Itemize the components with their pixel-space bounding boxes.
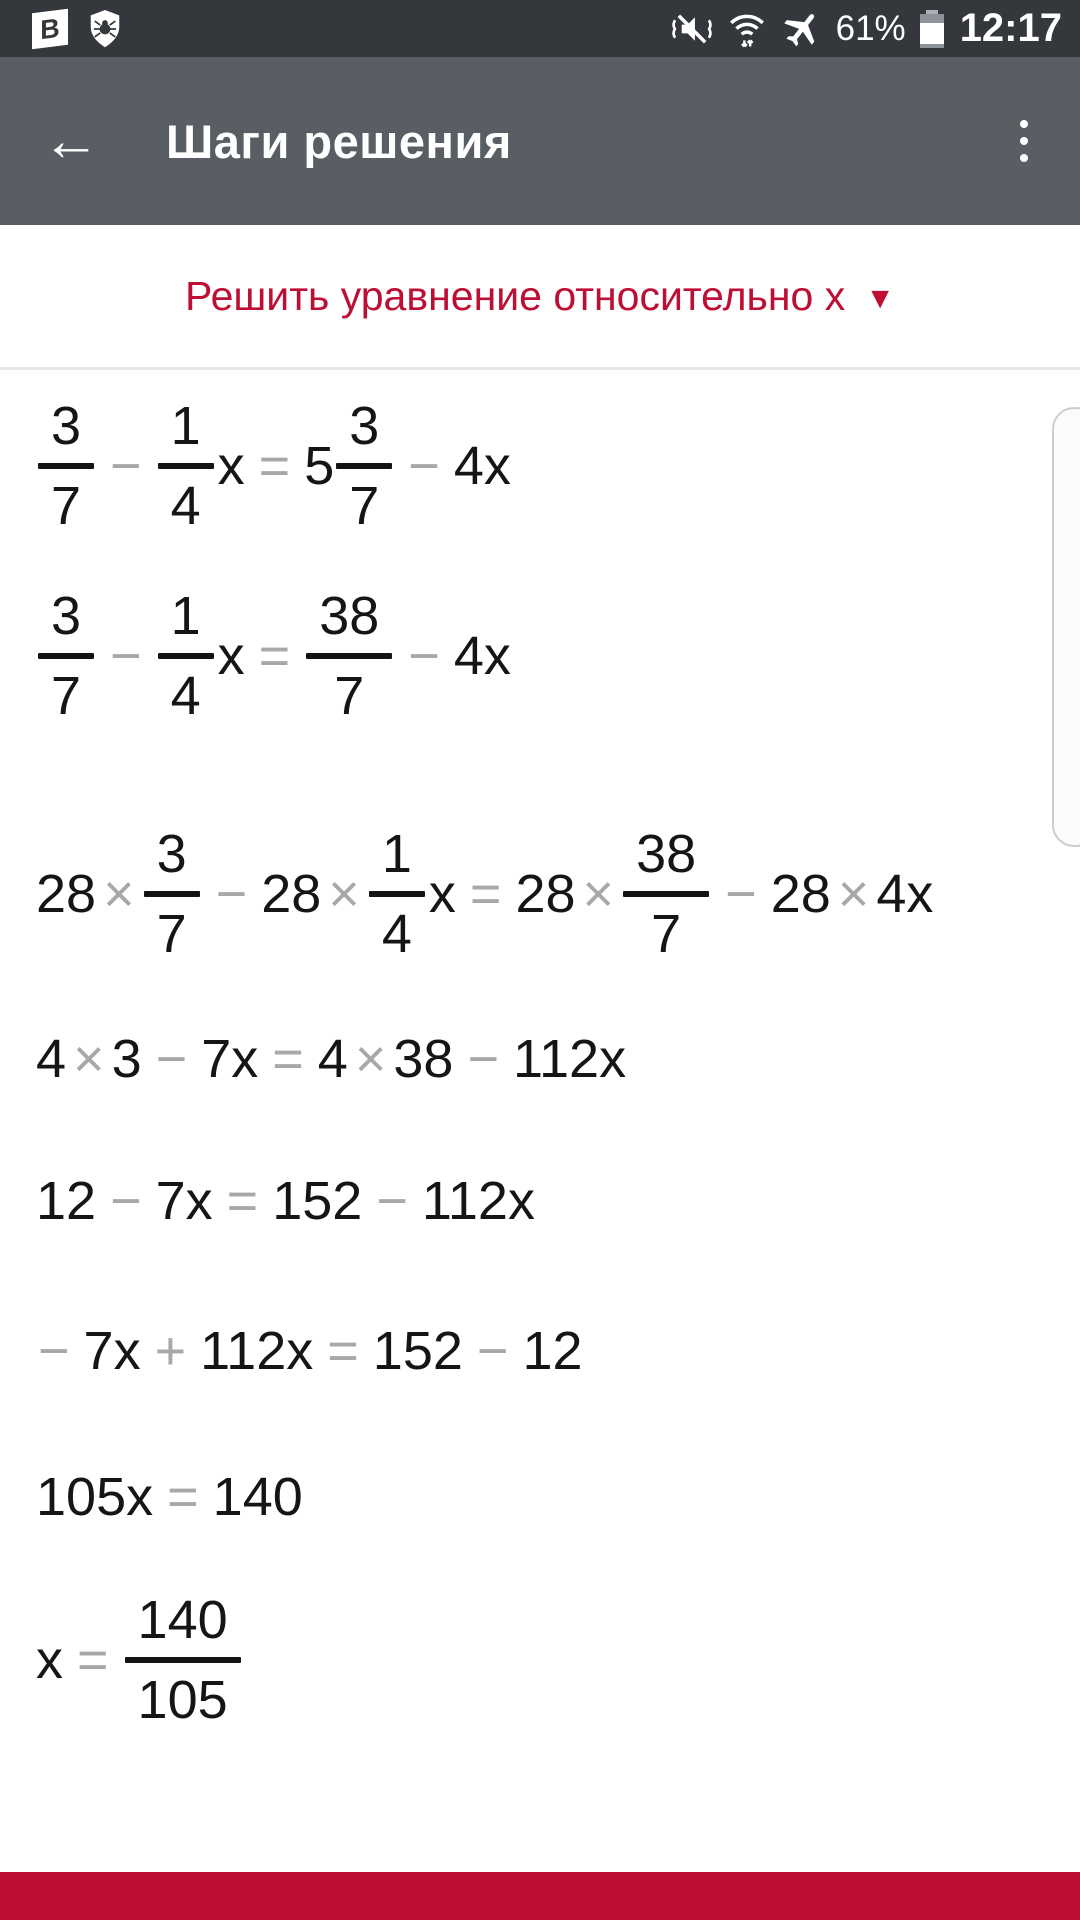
fraction-denominator: 4 <box>381 904 412 964</box>
fraction-denominator: 7 <box>349 476 380 536</box>
math-term: 3 <box>111 1029 142 1089</box>
footer-bar <box>0 1872 1080 1920</box>
math-term: x <box>36 1630 63 1690</box>
math-operator: = <box>258 436 291 496</box>
fraction <box>158 394 214 538</box>
solution-step-2 <box>36 584 1080 728</box>
overflow-menu-button[interactable] <box>1010 110 1038 172</box>
fraction-denominator: 7 <box>51 666 82 726</box>
fraction-denominator: 4 <box>170 476 201 536</box>
fraction-numerator: 3 <box>51 586 82 646</box>
fraction-numerator: 3 <box>156 824 187 884</box>
fraction-bar <box>306 653 392 659</box>
fraction <box>144 822 200 966</box>
fraction <box>369 822 425 966</box>
math-operator: = <box>469 864 502 924</box>
solution-step-7 <box>36 1466 1080 1528</box>
status-bar <box>0 0 1080 57</box>
math-operator: − <box>725 864 757 924</box>
math-term: 7x <box>83 1321 141 1381</box>
solution-step-6 <box>36 1320 1080 1382</box>
solution-step-1 <box>36 394 1080 538</box>
math-term: 140 <box>212 1467 303 1527</box>
fraction-numerator: 1 <box>170 396 201 456</box>
status-time: 12:17 <box>959 6 1062 50</box>
math-term: 5 <box>304 436 335 496</box>
fraction-numerator: 1 <box>381 824 412 884</box>
drweb-shield-icon <box>86 8 124 50</box>
wifi-icon <box>726 8 768 50</box>
math-operator: = <box>167 1467 199 1527</box>
app-bar <box>0 57 1080 225</box>
math-operator: = <box>258 626 291 686</box>
solution-step-4 <box>36 1028 1080 1090</box>
math-operator: − <box>476 1321 509 1381</box>
math-term: 4 <box>36 1029 67 1089</box>
status-right-icons <box>670 6 1062 51</box>
b-badge-icon: B <box>32 8 68 48</box>
math-term: 28 <box>36 864 97 924</box>
math-operator: − <box>155 1029 188 1089</box>
math-term: 112x <box>200 1321 314 1381</box>
math-operator: × <box>73 1029 105 1089</box>
math-term: 7x <box>201 1029 259 1089</box>
airplane-mode-icon <box>780 7 824 51</box>
math-operator: × <box>328 864 360 924</box>
fraction-denominator: 7 <box>51 476 82 536</box>
battery-percent: 61% <box>835 8 906 48</box>
fraction-denominator: 4 <box>170 666 201 726</box>
math-operator: − <box>376 1171 408 1231</box>
fraction-numerator: 38 <box>636 824 697 884</box>
fraction-bar <box>38 463 94 469</box>
math-term: x <box>217 436 245 496</box>
math-operator: × <box>354 1029 387 1089</box>
math-operator: − <box>110 1171 142 1231</box>
math-operator: × <box>582 864 615 924</box>
solve-method-label: Решить уравнение относительно x <box>185 272 846 319</box>
fraction <box>125 1588 241 1732</box>
math-term: 112x <box>421 1171 535 1231</box>
fraction <box>623 822 709 966</box>
fraction-numerator: 3 <box>51 396 82 456</box>
fraction-numerator: 3 <box>349 396 380 456</box>
math-term: 12 <box>36 1171 97 1231</box>
math-operator: + <box>154 1321 187 1381</box>
fraction-denominator: 105 <box>137 1670 228 1730</box>
math-operator: = <box>226 1171 259 1231</box>
fraction-bar <box>158 463 214 469</box>
scrollbar-thumb[interactable] <box>1052 407 1080 847</box>
math-operator: − <box>110 436 142 496</box>
math-term: 7x <box>155 1171 213 1231</box>
math-operator: − <box>110 626 142 686</box>
math-term: x <box>217 626 245 686</box>
solution-step-3 <box>36 822 1080 966</box>
fraction-numerator: 1 <box>170 586 201 646</box>
math-term: 12 <box>522 1321 583 1381</box>
math-operator: − <box>215 864 248 924</box>
fraction-denominator: 7 <box>156 904 187 964</box>
back-button[interactable]: ← <box>42 108 100 173</box>
math-term: 152 <box>372 1321 463 1381</box>
math-term: x <box>428 864 456 924</box>
math-term: 4x <box>453 626 511 686</box>
fraction <box>158 584 214 728</box>
math-term: 152 <box>272 1171 363 1231</box>
fraction-bar <box>158 653 214 659</box>
math-term: 112x <box>513 1029 627 1089</box>
fraction-bar <box>125 1657 241 1663</box>
fraction-denominator: 7 <box>651 904 682 964</box>
divider <box>0 367 1080 370</box>
fraction-numerator: 38 <box>319 586 380 646</box>
math-operator: = <box>327 1321 359 1381</box>
math-term: 4x <box>453 436 511 496</box>
math-term: 38 <box>393 1029 454 1089</box>
solve-method-dropdown[interactable] <box>0 225 1080 367</box>
math-operator: − <box>38 1321 70 1381</box>
solution-step-5 <box>36 1170 1080 1232</box>
fraction-bar <box>369 891 425 897</box>
math-operator: × <box>837 864 870 924</box>
fraction-bar <box>38 653 94 659</box>
math-operator: − <box>467 1029 499 1089</box>
math-operator: = <box>77 1630 109 1690</box>
math-operator: − <box>408 626 440 686</box>
steps-list <box>0 394 1080 1732</box>
fraction-bar <box>144 891 200 897</box>
fraction <box>38 584 94 728</box>
math-operator: × <box>103 864 135 924</box>
battery-icon <box>920 10 944 48</box>
fraction-denominator: 7 <box>334 666 365 726</box>
math-operator: − <box>408 436 440 496</box>
math-term: 105x <box>36 1467 154 1527</box>
status-left-icons <box>32 8 124 50</box>
fraction <box>38 394 94 538</box>
dropdown-caret-icon: ▼ <box>865 282 895 315</box>
math-term: 28 <box>261 864 322 924</box>
fraction-bar <box>336 463 392 469</box>
fraction <box>336 394 392 538</box>
fraction-bar <box>623 891 709 897</box>
math-term: 28 <box>515 864 576 924</box>
math-term: 4 <box>317 1029 348 1089</box>
fraction <box>306 584 392 728</box>
vibrate-muted-icon <box>670 9 714 49</box>
solution-step-8 <box>36 1588 1080 1732</box>
page-title: Шаги решения <box>166 114 512 168</box>
math-operator: = <box>272 1029 304 1089</box>
math-term: 28 <box>770 864 831 924</box>
fraction-numerator: 140 <box>137 1590 228 1650</box>
math-term: 4x <box>876 864 934 924</box>
